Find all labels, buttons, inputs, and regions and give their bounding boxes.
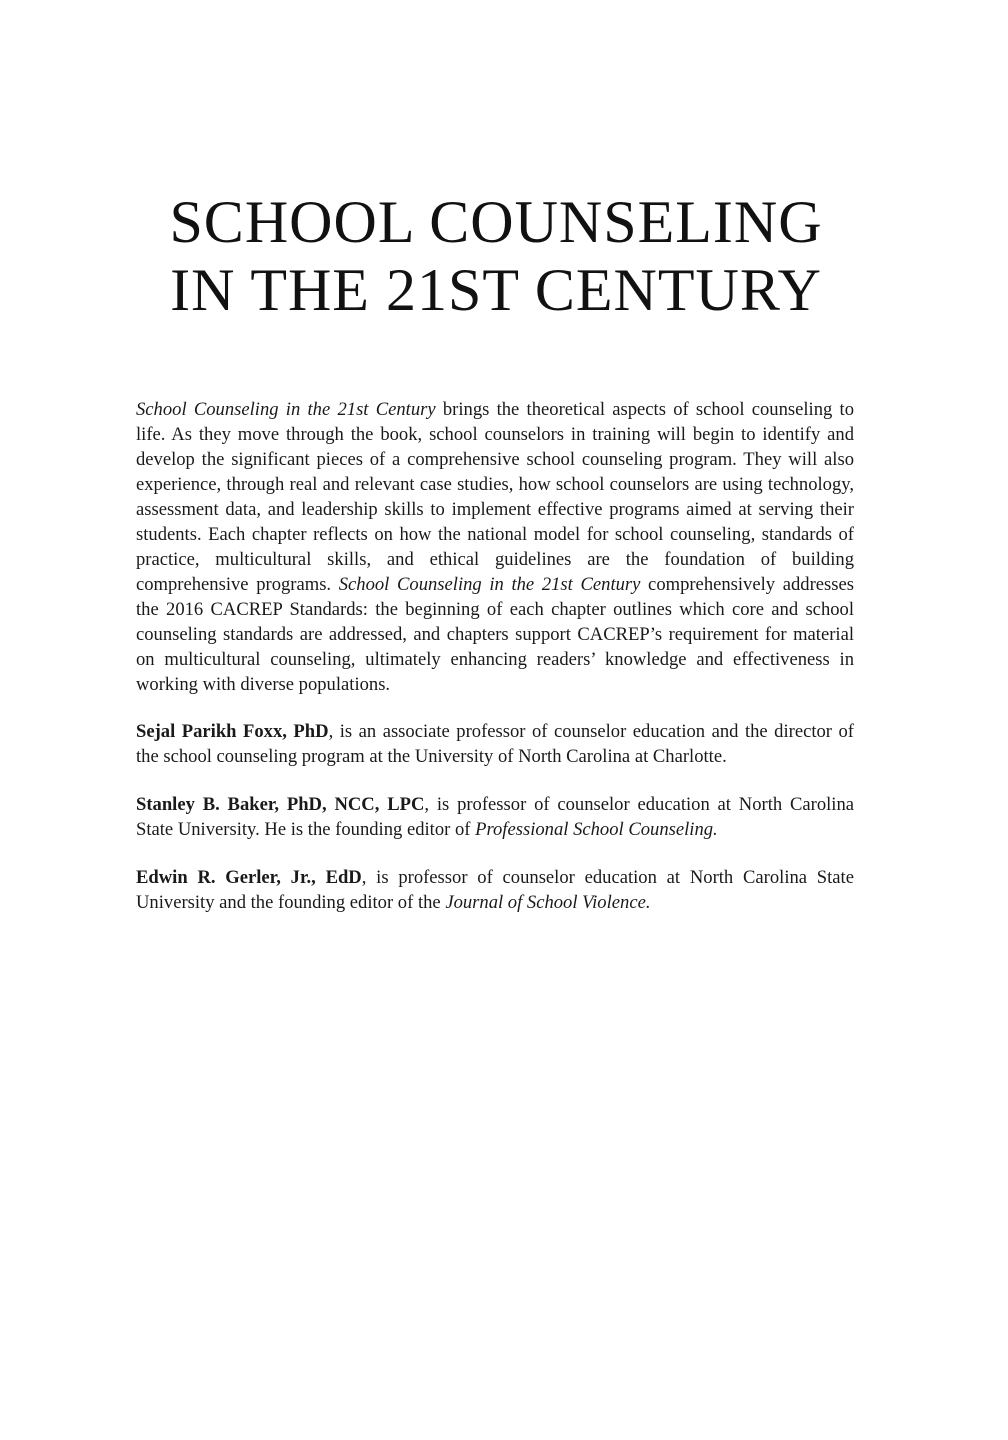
author-bio-text: , is professor of counselor education at North Carolina State University and the founding editor of the (136, 867, 854, 913)
page-title (136, 188, 856, 324)
body-text (136, 397, 854, 938)
author-bio (136, 865, 854, 915)
book-title-italic: School Counseling in the 21st Century (136, 399, 436, 420)
publication-title: Journal of School Violence. (445, 892, 651, 913)
book-description (136, 397, 854, 697)
author-name: Edwin R. Gerler, Jr., EdD (136, 867, 362, 888)
author-bio (136, 792, 854, 842)
description-text: brings the theoretical aspects of school counseling to life. As they move through the book, school counselors in training will begin to identify and develop the significant pieces of a comprehensive school counseling program. They will also experience, through real and relevant case studies, how school counselors are using technology, assessment data, and leadership skills to implement effective programs aimed at serving their students. Each chapter reflects on how the national model for school counseling, standards of practice, multicultural skills, and ethical guidelines are the foundation of building comprehensive programs. (136, 399, 854, 595)
author-bio (136, 719, 854, 769)
author-bio-text: , is professor of counselor education at North Carolina State University. He is the founding editor of (136, 794, 855, 840)
title-line-2: IN THE 21ST CENTURY (170, 257, 822, 323)
title-line-1: SCHOOL COUNSELING (169, 189, 823, 255)
author-name: Stanley B. Baker, PhD, NCC, LPC (136, 794, 425, 815)
author-bio-text: , is an associate professor of counselor education and the director of the school counseling program at the University of North Carolina at Charlotte. (136, 721, 854, 767)
description-text: comprehensively addresses the 2016 CACREP Standards: the beginning of each chapter outlines which core and school counseling standards are addressed, and chapters support CACREP’s requirement for material on multicultural counseling, ultimately enhancing readers’ knowledge and effectiveness in working with diverse populations. (136, 574, 854, 695)
author-name: Sejal Parikh Foxx, PhD (136, 721, 329, 742)
book-title-italic: School Counseling in the 21st Century (338, 574, 641, 595)
publication-title: Professional School Counseling. (475, 819, 718, 840)
